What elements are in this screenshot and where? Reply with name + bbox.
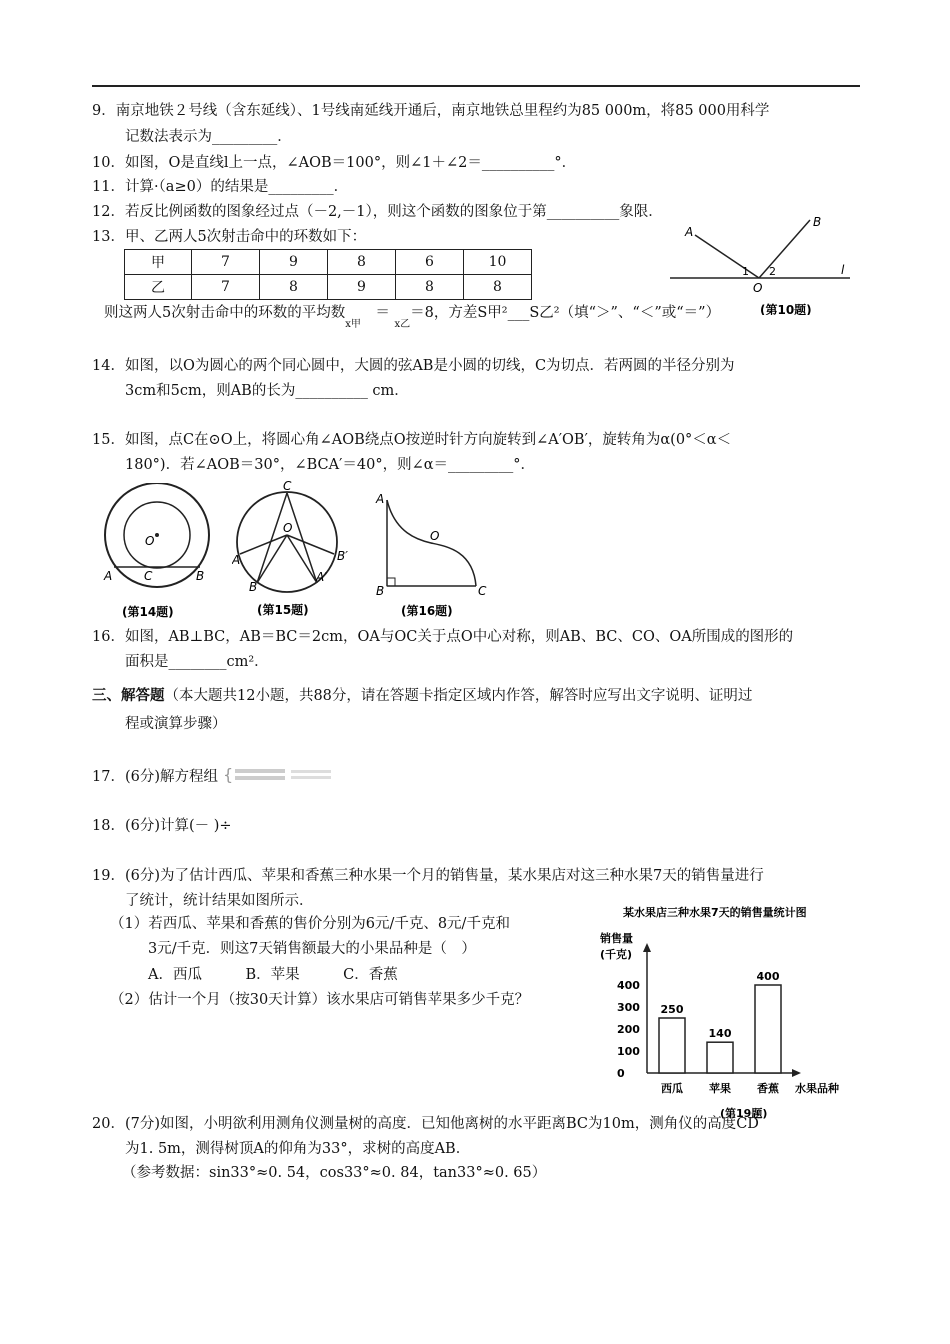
question-19-part1-line1: （1）若西瓜、苹果和香蕉的售价分别为6元/千克、8元/千克和 bbox=[110, 916, 510, 932]
label-B: B bbox=[813, 215, 822, 229]
shooting-score-table bbox=[124, 249, 532, 300]
y-axis-label: 销售量 bbox=[600, 932, 633, 945]
question-17-text: 17．(6分)解方程组 bbox=[92, 769, 218, 785]
svg-text:{: { bbox=[222, 766, 233, 784]
question-20-line1: 20．(7分)如图，小明欲利用测角仪测量树的高度．已知他离树的水平距离BC为10m，测角仪的高度CD bbox=[92, 1116, 759, 1132]
question-18: 18．(6分)计算(－ )÷ bbox=[92, 818, 232, 834]
table-row bbox=[125, 250, 532, 275]
label-O: O bbox=[283, 521, 293, 535]
label-B-prime: B′ bbox=[337, 549, 348, 563]
fruit-sales-bar-chart bbox=[595, 898, 860, 1123]
label-B: B bbox=[249, 580, 258, 594]
figure-caption: (第15题) bbox=[257, 603, 309, 617]
label-O: O bbox=[145, 534, 155, 548]
question-19-line2: 了统计，统计结果如图所示． bbox=[125, 893, 314, 909]
table-cell: 7 bbox=[192, 250, 260, 275]
bar-value-label: 400 bbox=[756, 970, 780, 983]
question-15-line2: 180°)．若∠AOB＝30°，∠BCA′＝40°，则∠α＝_________°． bbox=[125, 457, 536, 473]
question-9-line2: 记数法表示为_________． bbox=[125, 129, 292, 145]
section-3-line2: 程或演算步骤） bbox=[125, 716, 227, 732]
table-cell: 10 bbox=[464, 250, 532, 275]
label-O: O bbox=[753, 281, 763, 295]
label-A: A bbox=[685, 225, 694, 239]
y-tick-label: 200 bbox=[617, 1023, 640, 1036]
x-axis-label: 水果品种 bbox=[795, 1082, 839, 1095]
section-3-heading bbox=[92, 686, 752, 706]
concentric-circles-figure bbox=[100, 483, 220, 621]
question-13-conclusion: 则这两人5次射击命中的环数的平均数$_{x甲}$ ＝ $_{x乙}$＝8，方差S甲²___S乙²（填“＞”、“＜”或“＝”） bbox=[104, 305, 721, 330]
y-tick-label: 300 bbox=[617, 1001, 640, 1014]
question-20-reference-data: （参考数据：sin33°≈0. 54，cos33°≈0. 84，tan33°≈0. 65） bbox=[122, 1165, 547, 1181]
question-13-text-b: ＝8，方差S甲²___S乙²（填“＞”、“＜”或“＝”） bbox=[410, 305, 721, 321]
figure-caption: (第16题) bbox=[401, 604, 453, 618]
bar-value-label: 140 bbox=[708, 1027, 732, 1041]
category-label: 苹果 bbox=[709, 1082, 731, 1095]
label-C: C bbox=[478, 584, 487, 598]
label-B: B bbox=[376, 584, 385, 598]
question-19-choices: A．西瓜 B．苹果 C．香蕉 bbox=[148, 967, 398, 983]
figure-caption: (第10题) bbox=[760, 303, 812, 315]
label-angle-1: 1 bbox=[742, 265, 749, 278]
chart-title: 某水果店三种水果7天的销售量统计图 bbox=[623, 906, 807, 919]
table-cell: 乙 bbox=[125, 275, 192, 300]
table-cell: 甲 bbox=[125, 250, 192, 275]
question-13-text-a: 则这两人5次射击命中的环数的平均数 bbox=[104, 305, 346, 321]
section-title: 三、解答题 bbox=[92, 687, 165, 704]
bar-1 bbox=[707, 1042, 733, 1073]
label-A-prime: A′ bbox=[316, 570, 327, 584]
question-16-line1: 16．如图，AB⊥BC，AB＝BC＝2cm，OA与OC关于点O中心对称，则AB、BC、CO、OA所围成的图形的 bbox=[92, 629, 794, 645]
chart-caption: (第19题) bbox=[720, 1107, 768, 1120]
equation-system-graphic bbox=[223, 766, 343, 784]
table-cell: 8 bbox=[396, 275, 464, 300]
label-C: C bbox=[283, 480, 292, 493]
question-10: 10．如图，O是直线l上一点，∠AOB＝100°，则∠1＋∠2＝__________°． bbox=[92, 155, 577, 171]
curved-region-figure bbox=[373, 488, 493, 621]
table-cell: 9 bbox=[260, 250, 328, 275]
question-16-line2: 面积是________cm²． bbox=[125, 654, 269, 670]
table-cell: 8 bbox=[464, 275, 532, 300]
table-cell: 7 bbox=[192, 275, 260, 300]
label-C: C bbox=[144, 569, 153, 583]
table-cell: 6 bbox=[396, 250, 464, 275]
section-instructions: （本大题共12小题，共88分，请在答题卡指定区域内作答，解答时应写出文字说明、证明过 bbox=[164, 688, 753, 704]
table-cell: 8 bbox=[328, 250, 396, 275]
y-tick-label: 400 bbox=[617, 979, 640, 992]
xbar-yi: x乙 bbox=[394, 319, 411, 330]
y-axis-unit: (千克) bbox=[600, 948, 633, 961]
question-14-line1: 14．如图，以O为圆心的两个同心圆中，大圆的弦AB是小圆的切线，C为切点．若两圆的半径分别为 bbox=[92, 358, 735, 374]
label-l: l bbox=[841, 263, 845, 277]
top-rule bbox=[92, 85, 860, 87]
category-label: 西瓜 bbox=[661, 1082, 683, 1095]
bar-2 bbox=[755, 985, 781, 1073]
y-tick-label: 0 bbox=[617, 1067, 625, 1080]
table-row bbox=[125, 275, 532, 300]
label-O: O bbox=[430, 529, 440, 543]
question-9-line1: 9．南京地铁２号线（含东延线）、1号线南延线开通后，南京地铁总里程约为85 000m，将85 000用科学 bbox=[92, 103, 770, 119]
question-19-part2: （2）估计一个月（按30天计算）该水果店可销售苹果多少千克？ bbox=[110, 992, 530, 1008]
question-12: 12．若反比例函数的图象经过点（－2,－1），则这个函数的图象位于第__________象限． bbox=[92, 204, 663, 220]
label-B: B bbox=[196, 569, 205, 583]
angle-figure-q10 bbox=[665, 210, 860, 315]
label-A: A bbox=[232, 553, 241, 567]
question-17 bbox=[92, 766, 343, 787]
label-angle-2: 2 bbox=[769, 265, 776, 278]
label-A: A bbox=[376, 492, 385, 506]
question-20-line2: 为1. 5m，测得树顶A的仰角为33°，求树的高度AB． bbox=[125, 1141, 471, 1157]
question-19-part1-line2: 3元/千克．则这7天销售额最大的小果品种是（ ） bbox=[148, 941, 476, 957]
rotated-angle-figure bbox=[232, 480, 357, 621]
question-13-intro: 13．甲、乙两人5次射击命中的环数如下： bbox=[92, 229, 367, 245]
question-11: 11．计算·（a≥0）的结果是_________． bbox=[92, 179, 349, 195]
question-19-line1: 19．(6分)为了估计西瓜、苹果和香蕉三种水果一个月的销售量，某水果店对这三种水果7天的销售量进行 bbox=[92, 868, 764, 884]
table-cell: 9 bbox=[328, 275, 396, 300]
y-axis-arrow bbox=[643, 943, 651, 952]
x-axis-arrow bbox=[792, 1069, 801, 1077]
bar-value-label: 250 bbox=[660, 1003, 684, 1016]
y-tick-label: 100 bbox=[617, 1045, 640, 1058]
bar-0 bbox=[659, 1018, 685, 1073]
figure-caption: (第14题) bbox=[122, 605, 174, 619]
xbar-jia: x甲 bbox=[345, 319, 361, 330]
category-label: 香蕉 bbox=[757, 1082, 779, 1095]
table-cell: 8 bbox=[260, 275, 328, 300]
question-14-line2: 3cm和5cm，则AB的长为__________ cm． bbox=[125, 383, 409, 399]
label-A: A bbox=[104, 569, 113, 583]
question-15-line1: 15．如图，点C在⊙O上，将圆心角∠AOB绕点O按逆时针方向旋转到∠A′OB′，旋转角为α(0°＜α＜ bbox=[92, 432, 732, 448]
